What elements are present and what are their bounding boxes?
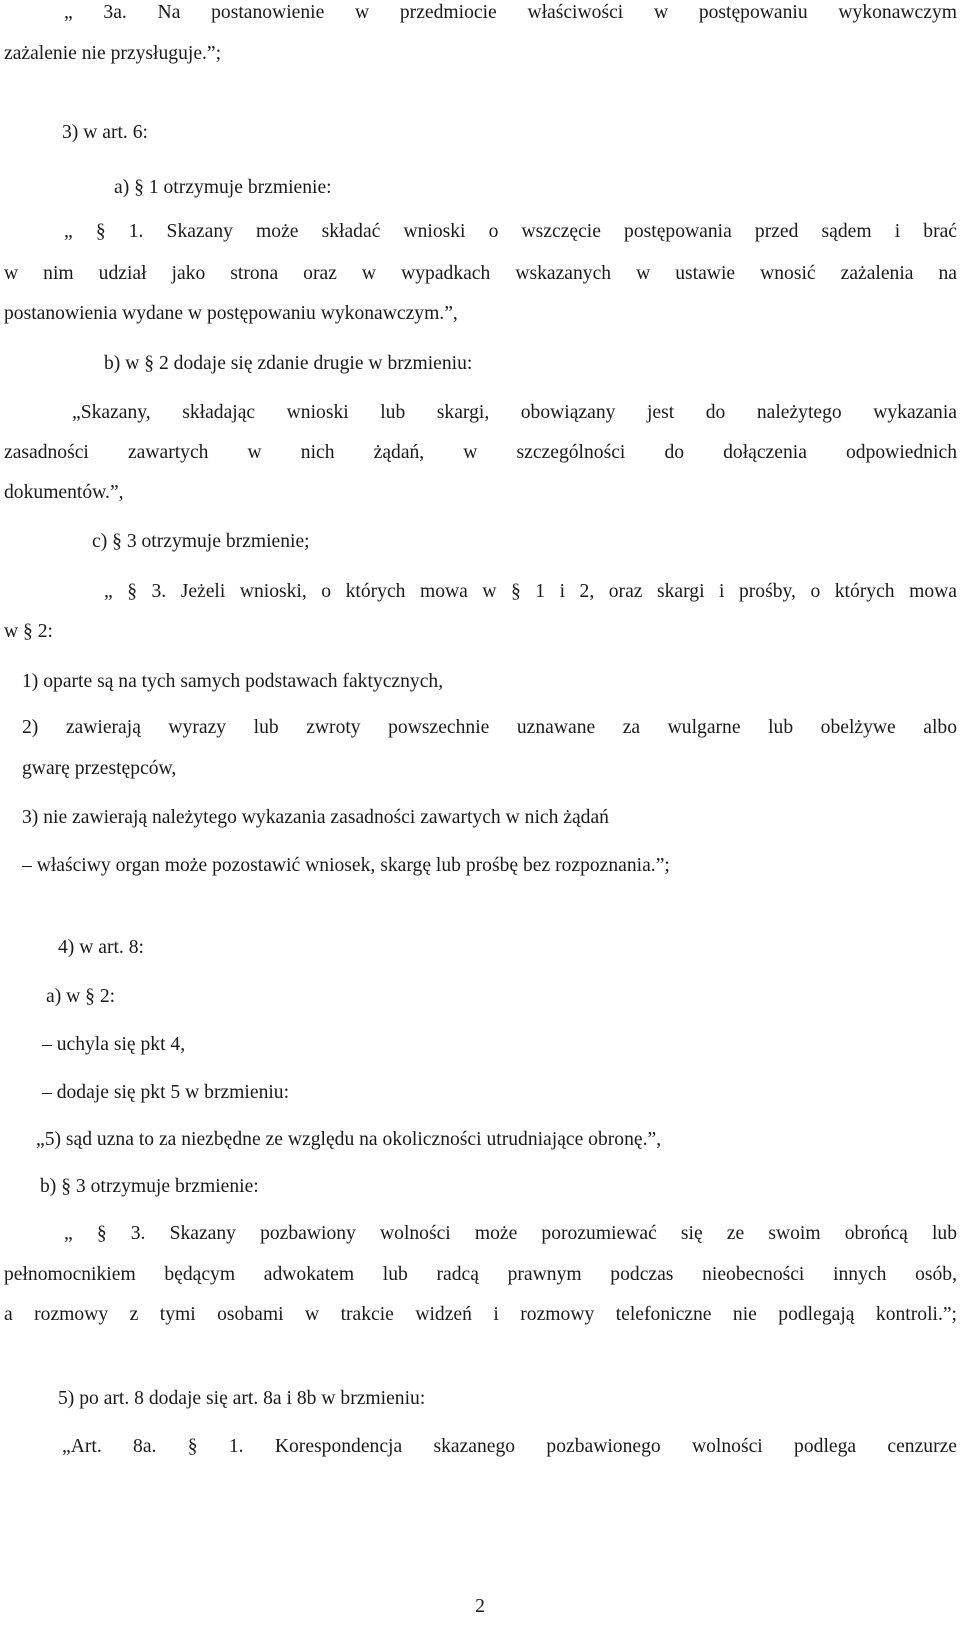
- list-item: 5) po art. 8 dodaje się art. 8a i 8b w brzmieniu:: [58, 1388, 426, 1409]
- list-item: a) w § 2:: [46, 986, 116, 1007]
- list-item: a) § 1 otrzymuje brzmienie:: [114, 177, 332, 198]
- text-line: – właściwy organ może pozostawić wniosek, skargę lub prośbę bez rozpoznania.”;: [22, 855, 670, 876]
- list-item: b) w § 2 dodaje się zdanie drugie w brzmieniu:: [104, 353, 473, 374]
- text-line: zażalenie nie przysługuje.”;: [4, 43, 222, 64]
- list-item: c) § 3 otrzymuje brzmienie;: [92, 531, 310, 552]
- text-line: dokumentów.”,: [4, 482, 124, 503]
- list-item: 3) w art. 6:: [62, 122, 148, 143]
- text-line: „ § 3. Jeżeli wnioski, o których mowa w § 1 i 2, oraz skargi i prośby, o których mowa: [104, 581, 957, 602]
- text-line: „Skazany, składając wnioski lub skargi, obowiązany jest do należytego wykazania: [72, 402, 957, 423]
- list-item: 2) zawierają wyrazy lub zwroty powszechnie uznawane za wulgarne lub obelżywe albo: [22, 717, 957, 738]
- list-item: 1) oparte są na tych samych podstawach faktycznych,: [22, 671, 444, 692]
- text-line: zasadności zawartych w nich żądań, w szczególności do dołączenia odpowiednich: [4, 442, 957, 463]
- text-line: „ 3a. Na postanowienie w przedmiocie właściwości w postępowaniu wykonawczym: [64, 2, 957, 23]
- text-line: w § 2:: [4, 621, 53, 642]
- text-line: a rozmowy z tymi osobami w trakcie widzeń i rozmowy telefoniczne nie podlegają kontroli.”;: [4, 1304, 957, 1325]
- text-line: gwarę przestępców,: [22, 758, 177, 779]
- list-item: – dodaje się pkt 5 w brzmieniu:: [42, 1082, 290, 1103]
- text-line: w nim udział jako strona oraz w wypadkach wskazanych w ustawie wnosić zażalenia na: [4, 263, 957, 284]
- list-item: b) § 3 otrzymuje brzmienie:: [40, 1176, 259, 1197]
- text-line: pełnomocnikiem będącym adwokatem lub radcą prawnym podczas nieobecności innych osób,: [4, 1264, 957, 1285]
- page-number: 2: [475, 1596, 485, 1617]
- text-line: „ § 1. Skazany może składać wnioski o wszczęcie postępowania przed sądem i brać: [64, 221, 957, 242]
- text-line: „Art. 8a. § 1. Korespondencja skazanego pozbawionego wolności podlega cenzurze: [62, 1436, 957, 1457]
- text-line: „ § 3. Skazany pozbawiony wolności może porozumiewać się ze swoim obrońcą lub: [64, 1223, 957, 1244]
- list-item: 4) w art. 8:: [58, 937, 144, 958]
- list-item: 3) nie zawierają należytego wykazania zasadności zawartych w nich żądań: [22, 807, 609, 828]
- text-line: postanowienia wydane w postępowaniu wykonawczym.”,: [4, 303, 458, 324]
- text-line: „5) sąd uzna to za niezbędne ze względu na okoliczności utrudniające obronę.”,: [36, 1129, 662, 1150]
- list-item: – uchyla się pkt 4,: [42, 1034, 186, 1055]
